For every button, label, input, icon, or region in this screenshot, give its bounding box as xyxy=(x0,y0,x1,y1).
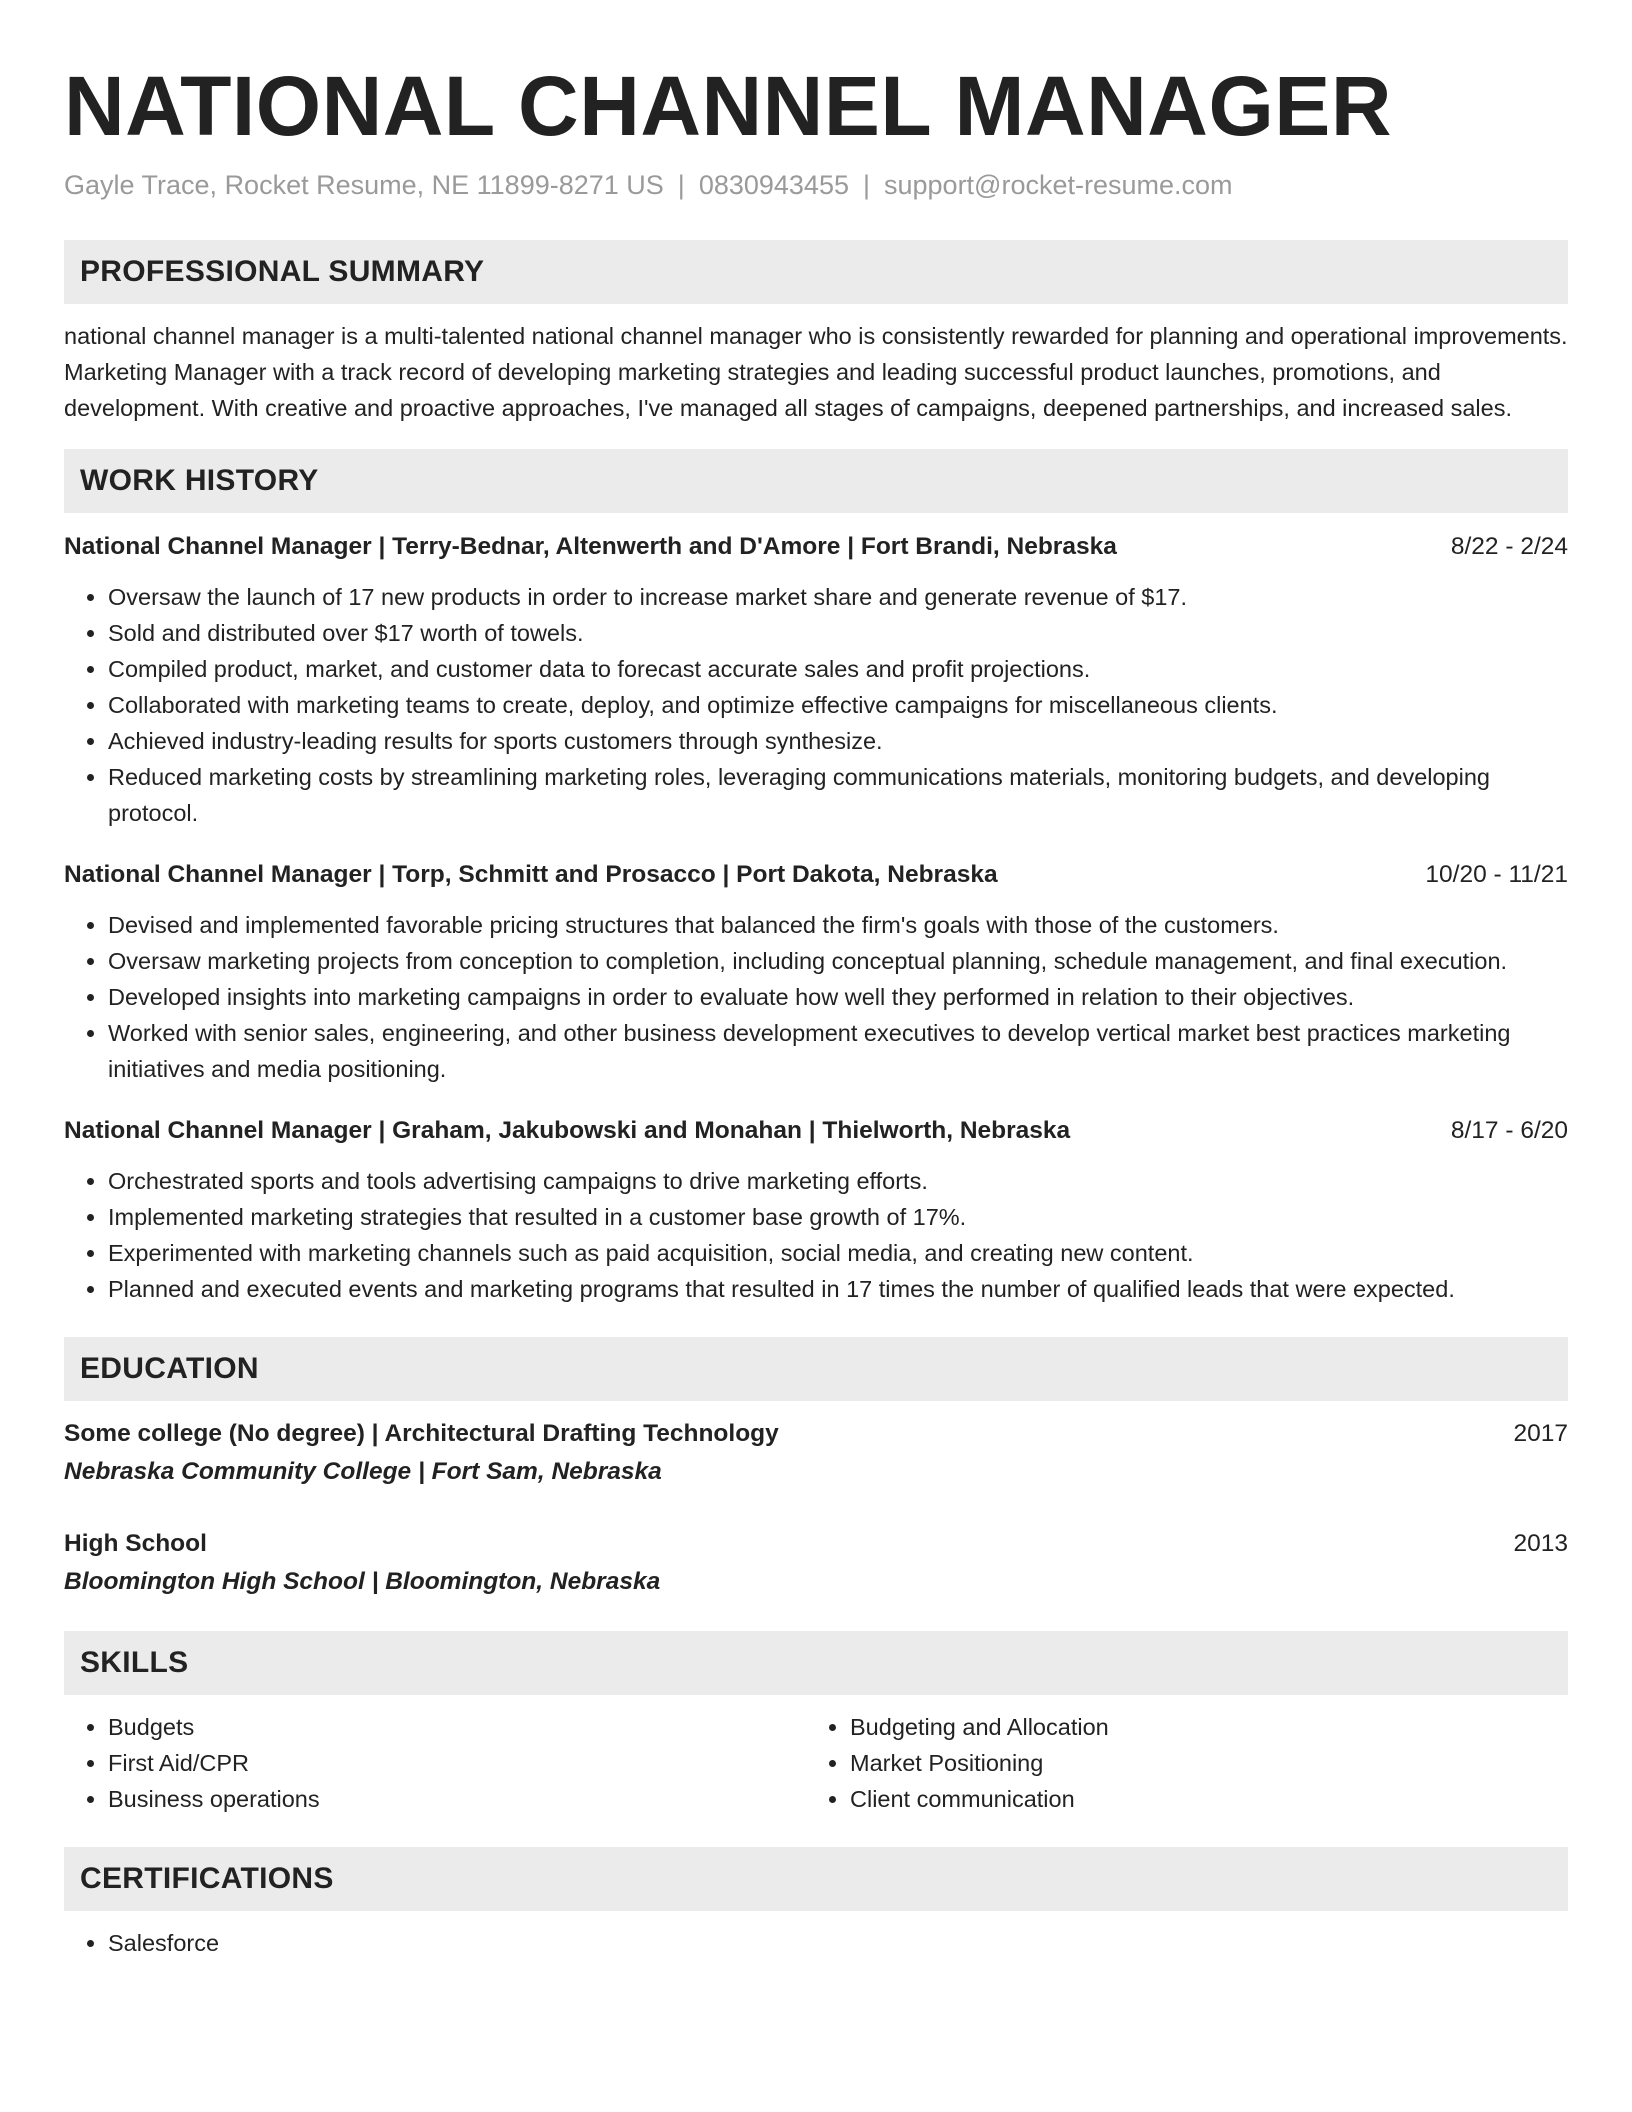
job-dates: 8/17 - 6/20 xyxy=(1450,1117,1568,1144)
job-bullet: • Devised and implemented favorable pricing structures that balanced the firm's goals with those of the customers. xyxy=(108,907,1568,943)
job-bullets xyxy=(64,579,1568,831)
skills-column-left xyxy=(64,1709,806,1817)
education-school: Bloomington High School | Bloomington, Nebraska xyxy=(64,1568,661,1595)
job-bullets xyxy=(64,907,1568,1087)
section-header-summary: PROFESSIONAL SUMMARY xyxy=(64,240,1568,304)
education-degree: Some college (No degree) | Architectural Drafting Technology xyxy=(64,1420,779,1447)
job-entry xyxy=(64,529,1568,831)
job-bullet: • Oversaw marketing projects from conception to completion, including conceptual planning, schedule management, and final execution. xyxy=(108,943,1568,979)
contact-line xyxy=(64,168,1568,202)
job-bullets xyxy=(64,1163,1568,1307)
education-entry xyxy=(64,1415,1568,1491)
job-entry xyxy=(64,1113,1568,1307)
job-bullet: • Collaborated with marketing teams to create, deploy, and optimize effective campaigns for miscellaneous clients. xyxy=(108,687,1568,723)
job-bullet: • Reduced marketing costs by streamlining marketing roles, leveraging communications materials, monitoring budgets, and developing protocol. xyxy=(108,759,1568,831)
contact-address: Gayle Trace, Rocket Resume, NE 11899-8271 US xyxy=(64,170,664,200)
education-year: 2017 xyxy=(1513,1420,1568,1447)
education-header xyxy=(64,1415,1568,1453)
skills-column-right xyxy=(806,1709,1548,1817)
job-bullet: • Achieved industry-leading results for sports customers through synthesize. xyxy=(108,723,1568,759)
job-header xyxy=(64,857,1568,893)
certification-item: • Salesforce xyxy=(108,1925,1568,1961)
skill-item: • Budgeting and Allocation xyxy=(850,1709,1548,1745)
section-header-certifications: CERTIFICATIONS xyxy=(64,1847,1568,1911)
resume-title: NATIONAL CHANNEL MANAGER xyxy=(64,59,1392,153)
education-year: 2013 xyxy=(1513,1530,1568,1557)
skill-item: • Market Positioning xyxy=(850,1745,1548,1781)
contact-phone: 0830943455 xyxy=(698,170,849,200)
skill-item: • First Aid/CPR xyxy=(108,1745,806,1781)
job-title: National Channel Manager | Torp, Schmitt and Prosacco | Port Dakota, Nebraska xyxy=(64,861,998,888)
skill-item: • Business operations xyxy=(108,1781,806,1817)
education-entry xyxy=(64,1525,1568,1601)
job-bullet: • Experimented with marketing channels such as paid acquisition, social media, and creating new content. xyxy=(108,1235,1568,1271)
summary-text: national channel manager is a multi-talented national channel manager who is consistently rewarded for planning and operational improvements. Marketing Manager with a track record of developing marketing strategies and leading successful product launches, promotions, and development. With creative and proactive approaches, I've managed all stages of campaigns, deepened partnerships, and increased sales. xyxy=(64,323,1568,421)
section-header-work: WORK HISTORY xyxy=(64,449,1568,513)
job-bullet: • Sold and distributed over $17 worth of towels. xyxy=(108,615,1568,651)
job-title: National Channel Manager | Graham, Jakubowski and Monahan | Thielworth, Nebraska xyxy=(64,1117,1071,1144)
section-header-skills: SKILLS xyxy=(64,1631,1568,1695)
section-header-education: EDUCATION xyxy=(64,1337,1568,1401)
contact-separator: | xyxy=(677,170,685,200)
job-bullet: • Worked with senior sales, engineering, and other business development executives to develop vertical market best practices marketing initiatives and media positioning. xyxy=(108,1015,1568,1087)
skill-item: • Budgets xyxy=(108,1709,806,1745)
job-bullet: • Developed insights into marketing campaigns in order to evaluate how well they performed in relation to their objectives. xyxy=(108,979,1568,1015)
job-bullet: • Oversaw the launch of 17 new products in order to increase market share and generate revenue of $17. xyxy=(108,579,1568,615)
job-bullet: • Orchestrated sports and tools advertising campaigns to drive marketing efforts. xyxy=(108,1163,1568,1199)
job-dates: 10/20 - 11/21 xyxy=(1425,861,1568,888)
contact-email: support@rocket-resume.com xyxy=(884,170,1233,200)
job-bullet: • Implemented marketing strategies that resulted in a customer base growth of 17%. xyxy=(108,1199,1568,1235)
contact-separator: | xyxy=(862,170,870,200)
education-header xyxy=(64,1525,1568,1563)
skills-list xyxy=(64,1709,1568,1817)
certifications-list xyxy=(64,1925,1568,1961)
job-header xyxy=(64,529,1568,565)
education-school: Nebraska Community College | Fort Sam, Nebraska xyxy=(64,1458,662,1485)
job-title: National Channel Manager | Terry-Bednar, Altenwerth and D'Amore | Fort Brandi, Nebraska xyxy=(64,533,1117,560)
job-entry xyxy=(64,857,1568,1087)
job-dates: 8/22 - 2/24 xyxy=(1450,533,1568,560)
job-bullet: • Compiled product, market, and customer data to forecast accurate sales and profit projections. xyxy=(108,651,1568,687)
job-header xyxy=(64,1113,1568,1149)
job-bullet: • Planned and executed events and marketing programs that resulted in 17 times the number of qualified leads that were expected. xyxy=(108,1271,1568,1307)
education-degree: High School xyxy=(64,1530,207,1557)
skill-item: • Client communication xyxy=(850,1781,1548,1817)
